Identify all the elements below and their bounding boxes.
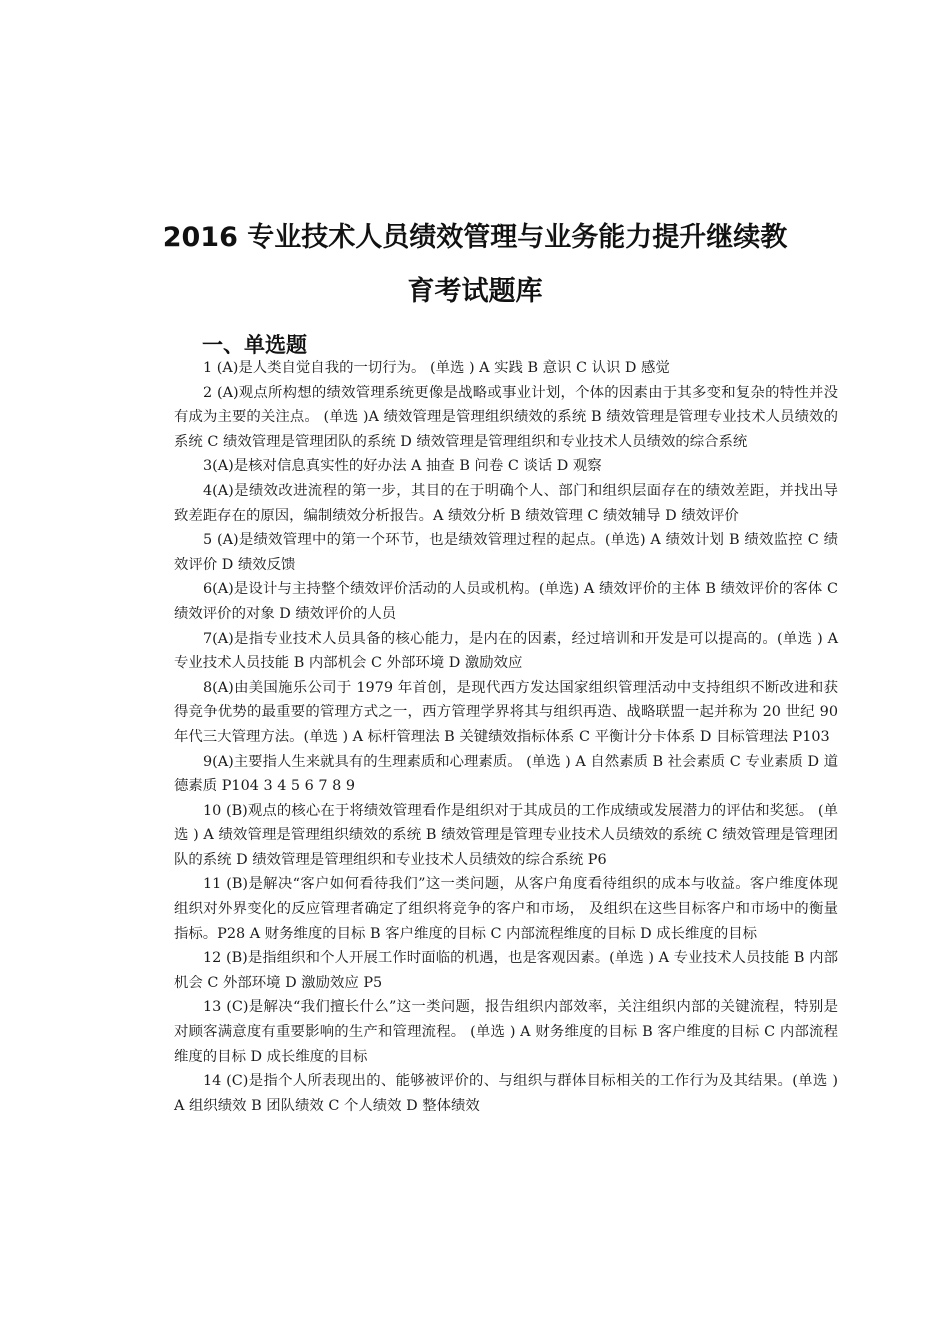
question-item: 14 (C)是指个人所表现出的、能够被评价的、与组织与群体目标相关的工作行为及其结果。(单选 ) A 组织绩效 B 团队绩效 C 个人绩效 D 整体绩效 — [174, 1073, 838, 1114]
question-item: 13 (C)是解决“我们擅长什么”这一类问题，报告组织内部效率，关注组织内部的关键流程，特别是对顾客满意度有重要影响的生产和管理流程。 (单选 ) A 财务维度的目标 B 客户维度的目标 C 内部流程维度的目标 D 成长维度的目标 — [174, 999, 838, 1065]
document-title-line-1: 2016 专业技术人员绩效管理与业务能力提升继续教 — [162, 222, 788, 253]
question-item: 2 (A)观点所构想的绩效管理系统更像是战略或事业计划，个体的因素由于其多变和复杂的特性并没有成为主要的关注点。 (单选 )A 绩效管理是管理组织绩效的系统 B 绩效管理是管理专业技术人员绩效的系统 C 绩效管理是管理团队的系统 D 绩效管理是管理组织和专业技术人员绩效的综合系统 — [174, 384, 838, 450]
question-list — [174, 356, 838, 1118]
question-item: 8(A)由美国施乐公司于 1979 年首创，是现代西方发达国家组织管理活动中支持组织不断改进和获得竞争优势的最重要的管理方式之一，西方管理学界将其与组织再造、战略联盟一起并称为 20 世纪 90 年代三大管理方法。(单选 ) A 标杆管理法 B 关键绩效指标体系 C 平衡计分卡体系 D 目标管理法 P103 — [174, 679, 838, 745]
question-item: 3(A)是核对信息真实性的好办法 A 抽查 B 问卷 C 谈话 D 观察 — [203, 458, 602, 475]
section-heading: 一、单选题 — [202, 333, 307, 357]
question-item: 4(A)是绩效改进流程的第一步，其目的在于明确个人、部门和组织层面存在的绩效差距，并找出导致差距存在的原因，编制绩效分析报告。A 绩效分析 B 绩效管理 C 绩效辅导 D 绩效评价 — [174, 482, 838, 524]
document-title-line-2: 育考试题库 — [407, 276, 543, 307]
question-item: 9(A)主要指人生来就具有的生理素质和心理素质。 (单选 ) A 自然素质 B 社会素质 C 专业素质 D 道德素质 P104 3 4 5 6 7 8 9 — [174, 753, 838, 795]
question-item: 1 (A)是人类自觉自我的一切行为。 (单选 ) A 实践 B 意识 C 认识 D 感觉 — [203, 360, 670, 376]
question-item: 6(A)是设计与主持整个绩效评价活动的人员或机构。(单选) A 绩效评价的主体 B 绩效评价的客体 C 绩效评价的对象 D 绩效评价的人员 — [174, 581, 838, 622]
question-item: 10 (B)观点的核心在于将绩效管理看作是组织对于其成员的工作成绩或发展潜力的评估和奖惩。 (单选 ) A 绩效管理是管理组织绩效的系统 B 绩效管理是管理专业技术人员绩效的系统 C 绩效管理是管理团队的系统 D 绩效管理是管理组织和专业技术人员绩效的综合系统 P6 — [174, 802, 838, 868]
question-item: 5 (A)是绩效管理中的第一个环节，也是绩效管理过程的起点。(单选) A 绩效计划 B 绩效监控 C 绩效评价 D 绩效反馈 — [174, 532, 838, 573]
question-item: 12 (B)是指组织和个人开展工作时面临的机遇，也是客观因素。(单选 ) A 专业技术人员技能 B 内部机会 C 外部环境 D 激励效应 P5 — [174, 950, 838, 991]
question-item: 7(A)是指专业技术人员具备的核心能力，是内在的因素，经过培训和开发是可以提高的。(单选 ) A 专业技术人员技能 B 内部机会 C 外部环境 D 激励效应 — [174, 630, 838, 672]
question-item: 11 (B)是解决“客户如何看待我们”这一类问题，从客户角度看待组织的成本与收益。客户维度体现组织对外界变化的反应管理者确定了组织将竞争的客户和市场， 及组织在这些目标客户和市场中的衡量指标。P28 A 财务维度的目标 B 客户维度的目标 C 内部流程维度的目标 D 成长维度的目标 — [174, 876, 838, 942]
